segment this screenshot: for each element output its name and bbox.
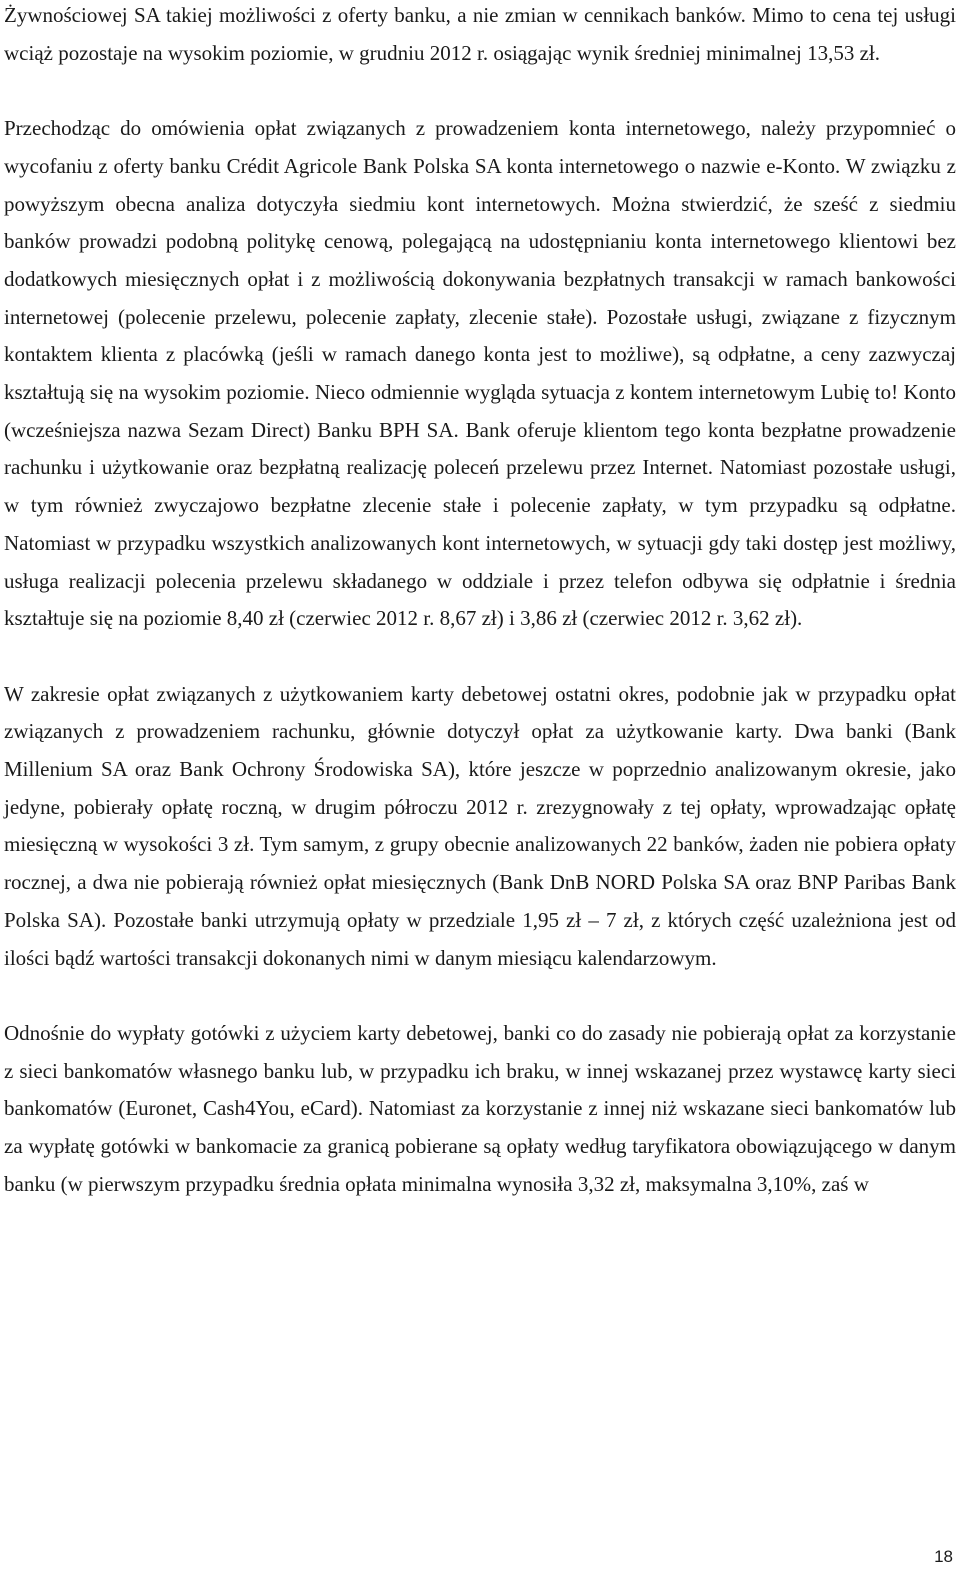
document-body xyxy=(4,0,956,1241)
paragraph-debit-card-fees: W zakresie opłat związanych z użytkowaniem karty debetowej ostatni okres, podobnie jak w przypadku opłat związanych z prowadzeniem rachunku, głównie dotyczył opłat za użytkowanie karty. Dwa banki (Bank Millenium SA oraz Bank Ochrony Środowiska SA), które jeszcze w poprzednio analizowanym okresie, jako jedyne, pobierały opłatę roczną, w drugim półroczu 2012 r. zrezygnowały z tej opłaty, wprowadzając opłatę miesięczną w wysokości 3 zł. Tym samym, z grupy obecnie analizowanych 22 banków, żaden nie pobiera opłaty rocznej, a dwa nie pobierają również opłat miesięcznych (Bank DnB NORD Polska SA oraz BNP Paribas Bank Polska SA). Pozostałe banki utrzymują opłaty w przedziale 1,95 zł – 7 zł, z których część uzależniona jest od ilości bądź wartości transakcji dokonanych nimi w danym miesiącu kalendarzowym. xyxy=(4,681,956,970)
paragraph-cash-withdrawal-fees: Odnośnie do wypłaty gotówki z użyciem karty debetowej, banki co do zasady nie pobierają opłat za korzystanie z sieci bankomatów własnego banku lub, w przypadku ich braku, w innej wskazanej przez wystawcę karty sieci bankomatów (Euronet, Cash4You, eCard). Natomiast za korzystanie z innej niż wskazane sieci bankomatów lub za wypłatę gotówki w bankomacie za granicą pobierane są opłaty według taryfikatora obowiązującego w danym banku (w pierwszym przypadku średnia opłata minimalna wynosiła 3,32 zł, maksymalna 3,10%, zaś w xyxy=(4,1020,956,1196)
paragraph-bread-fund-fee: Żywnościowej SA takiej możliwości z oferty banku, a nie zmian w cennikach banków. Mimo to cena tej usługi wciąż pozostaje na wysokim poziomie, w grudniu 2012 r. osiągając wynik średniej minimalnej 13,53 zł. xyxy=(4,3,956,65)
page-number: 18 xyxy=(934,1547,953,1566)
paragraph-internet-account-fees: Przechodząc do omówienia opłat związanych z prowadzeniem konta internetowego, należy przypomnieć o wycofaniu z oferty banku Crédit Agricole Bank Polska SA konta internetowego o nazwie e-Konto. W związku z powyższym obecna analiza dotyczyła siedmiu kont internetowych. Można stwierdzić, że sześć z siedmiu banków prowadzi podobną politykę cenową, polegającą na udostępnianiu konta internetowego klientowi bez dodatkowych miesięcznych opłat i z możliwością dokonywania bezpłatnych transakcji w ramach bankowości internetowej (polecenie przelewu, polecenie zapłaty, zlecenie stałe). Pozostałe usługi, związane z fizycznym kontaktem klienta z placówką (jeśli w ramach danego konta jest to możliwe), są odpłatne, a ceny zazwyczaj kształtują się na wysokim poziomie. Nieco odmiennie wygląda sytuacja z kontem internetowym Lubię to! Konto (wcześniejsza nazwa Sezam Direct) Banku BPH SA. Bank oferuje klientom tego konta bezpłatne prowadzenie rachunku i użytkowanie oraz bezpłatną realizację poleceń przelewu przez Internet. Natomiast pozostałe usługi, w tym również zwyczajowo bezpłatne zlecenie stałe i polecenie zapłaty, w tym przypadku są odpłatne. Natomiast w przypadku wszystkich analizowanych kont internetowych, w sytuacji gdy taki dostęp jest możliwy, usługa realizacji polecenia przelewu składanego w oddziale i przez telefon odbywa się odpłatnie i średnia kształtuje się na poziomie 8,40 zł (czerwiec 2012 r. 8,67 zł) i 3,86 zł (czerwiec 2012 r. 3,62 zł). xyxy=(4,116,956,631)
